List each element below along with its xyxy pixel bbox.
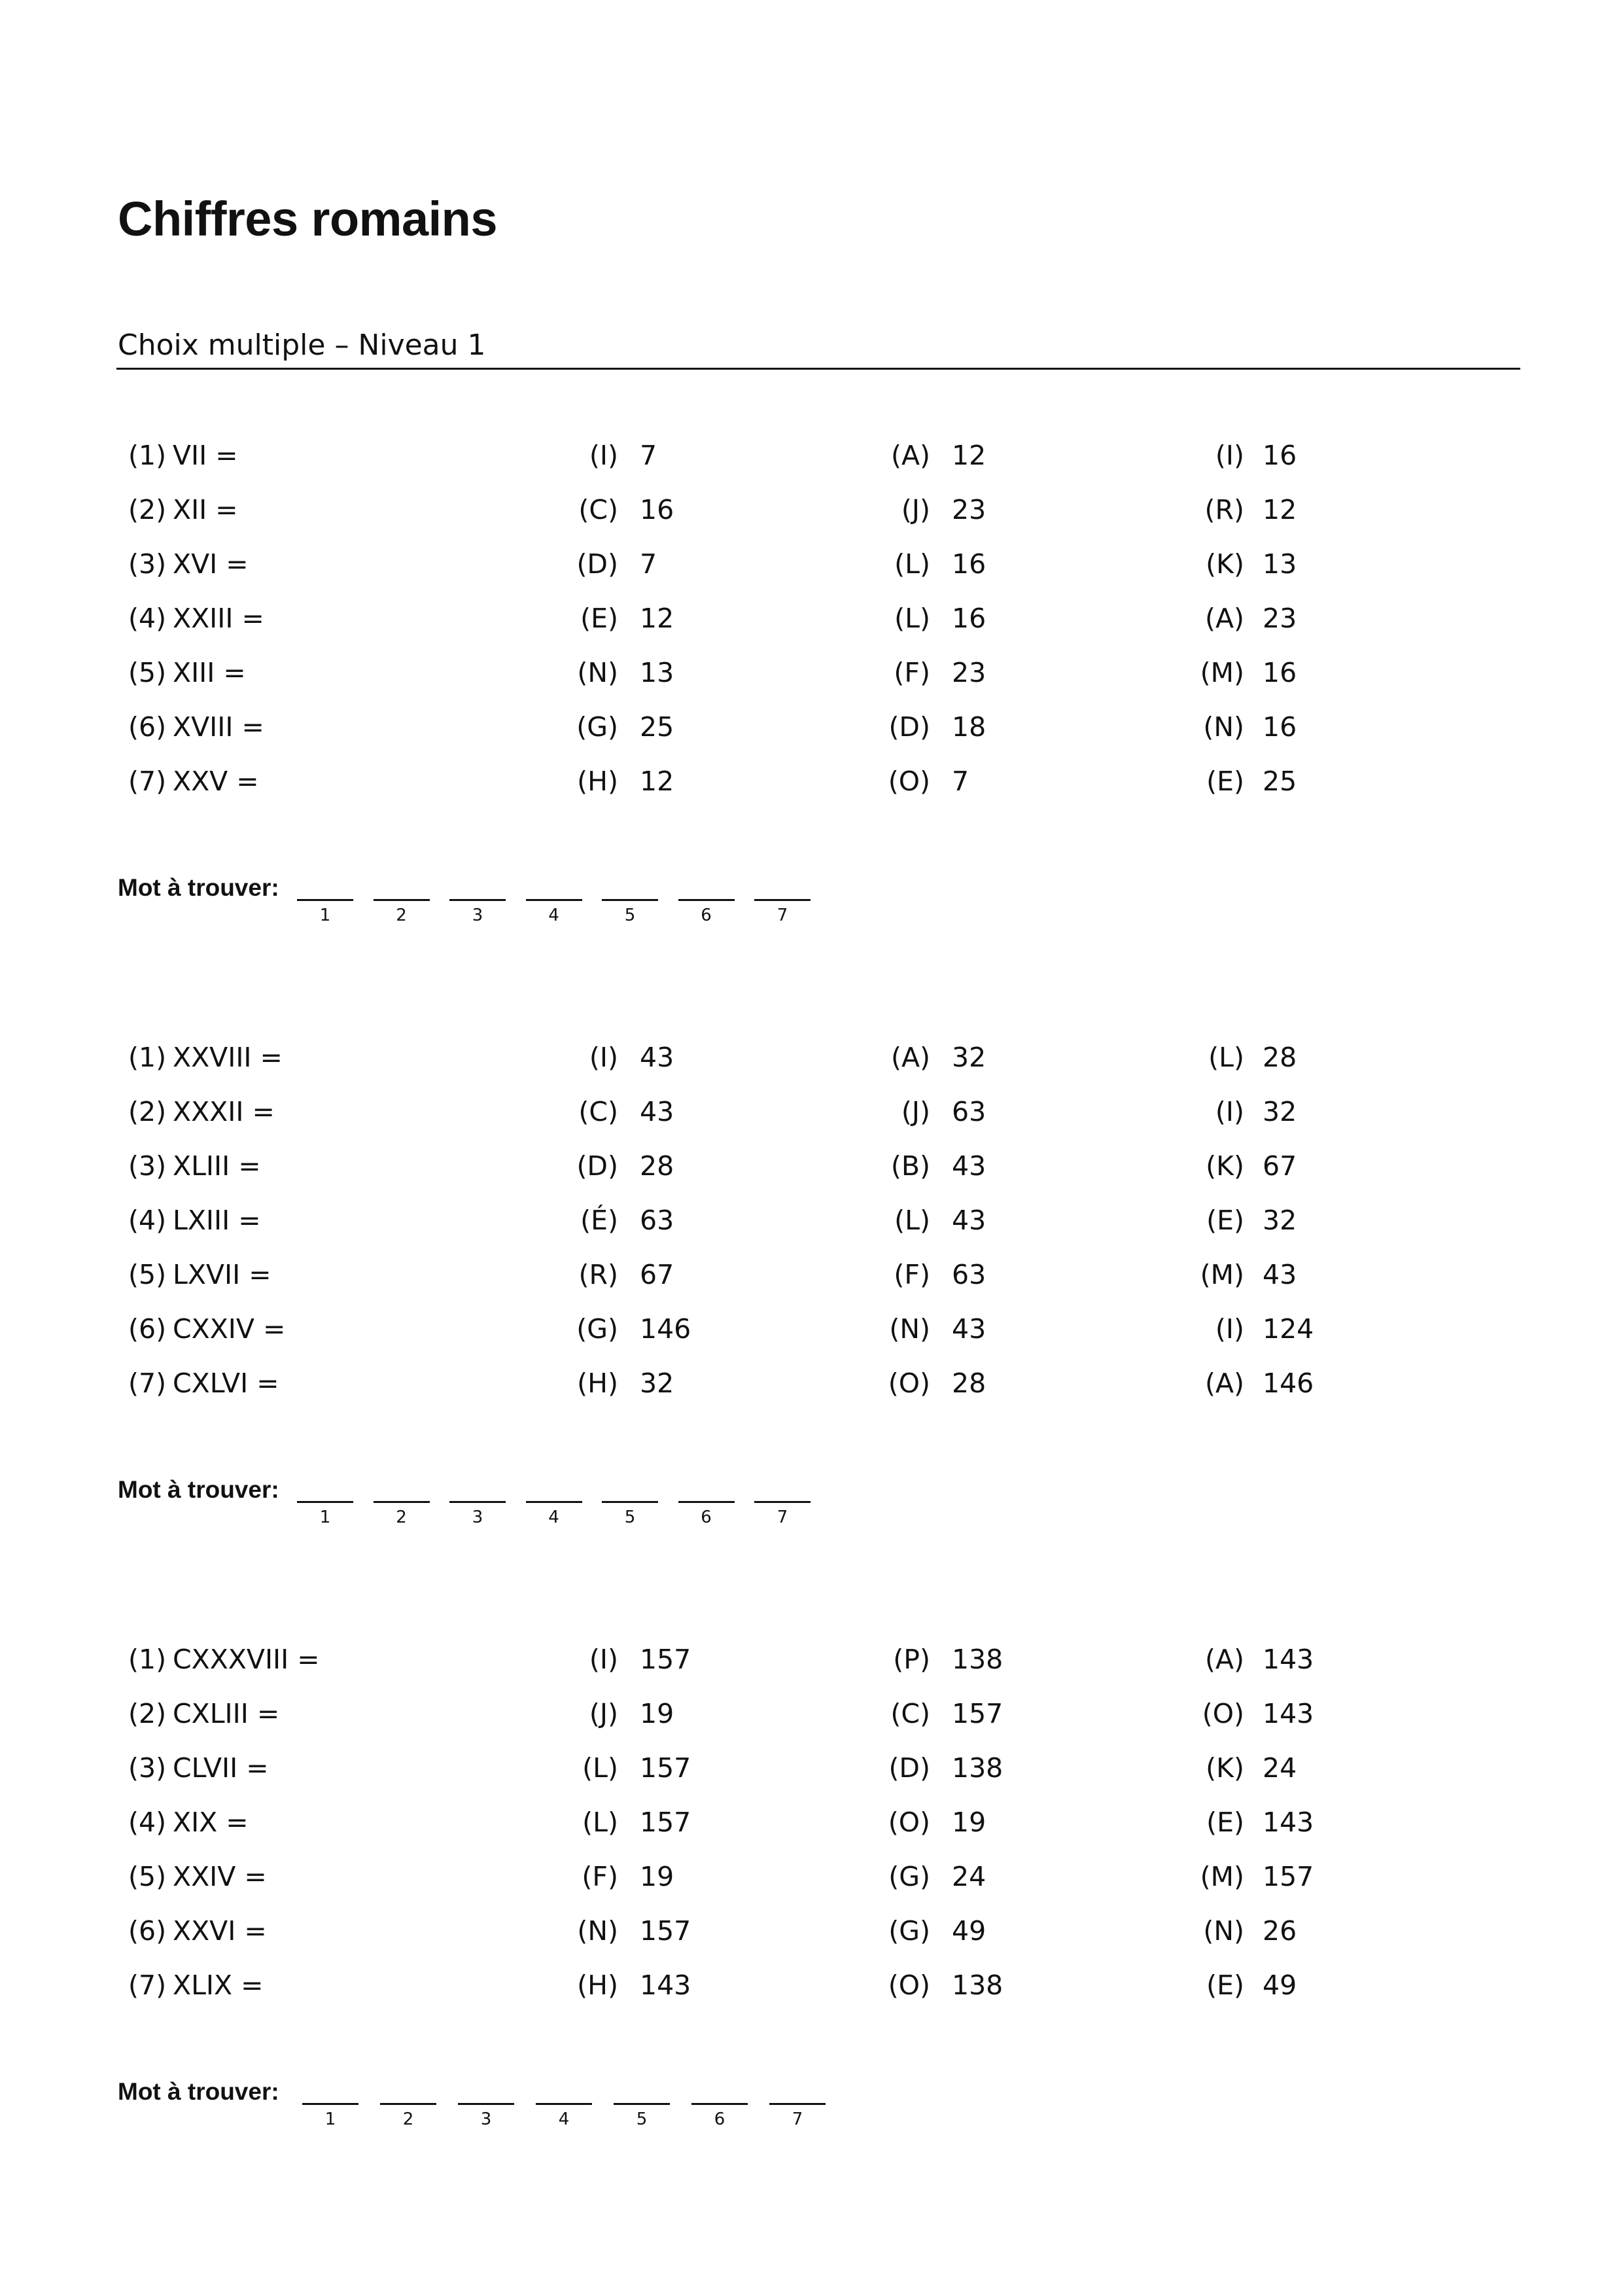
option-letter: (A) [1204,603,1244,634]
option-letter: (I) [1215,440,1244,471]
option-letter: (D) [888,1752,930,1784]
option-letter: (N) [1203,711,1244,743]
option-value: 18 [952,711,986,743]
option-letter: (G) [576,711,618,743]
option-value: 63 [640,1205,674,1236]
blank-number: 7 [777,1508,788,1527]
option-value: 12 [640,603,674,634]
word-to-find-label: Mot à trouver: [118,1476,279,1503]
blank-number: 4 [558,2110,570,2129]
blank-number: 3 [472,1508,483,1527]
option-letter: (L) [894,548,930,580]
blank-number: 7 [777,906,788,925]
option-value: 25 [640,711,674,743]
option-letter: (E) [1206,1969,1244,2001]
option-value: 43 [1263,1259,1297,1290]
question-number: (5) [128,657,167,688]
question-number: (6) [128,1313,167,1345]
option-letter: (J) [901,494,930,525]
question-row [0,700,1623,754]
question-row [0,537,1623,592]
option-value: 28 [640,1150,674,1182]
option-value: 157 [952,1698,1003,1729]
option-letter: (J) [901,1096,930,1127]
question-row [0,483,1623,537]
question-number: (4) [128,1205,167,1236]
roman-numeral-expression: LXVII = [173,1259,271,1290]
option-letter: (A) [890,1042,930,1073]
blank-number: 6 [714,2110,725,2129]
option-letter: (K) [1206,1752,1244,1784]
option-value: 28 [1263,1042,1297,1073]
option-value: 16 [1263,711,1297,743]
option-letter: (A) [1204,1368,1244,1399]
answer-blank[interactable] [449,1501,506,1503]
option-letter: (L) [894,1205,930,1236]
option-letter: (J) [589,1698,618,1729]
answer-blank[interactable] [449,899,506,901]
page-subtitle: Choix multiple – Niveau 1 [118,328,486,362]
option-value: 67 [640,1259,674,1290]
roman-numeral-expression: VII = [173,440,238,471]
question-row [0,592,1623,646]
option-letter: (F) [894,1259,930,1290]
option-letter: (I) [1215,1313,1244,1345]
option-letter: (D) [576,548,618,580]
option-letter: (G) [888,1861,930,1892]
question-number: (6) [128,711,167,743]
option-letter: (M) [1200,657,1244,688]
question-number: (5) [128,1861,167,1892]
option-value: 157 [640,1915,691,1947]
option-letter: (N) [577,657,618,688]
option-letter: (F) [894,657,930,688]
blank-number: 2 [402,2110,414,2129]
roman-numeral-expression: XVIII = [173,711,264,743]
option-letter: (L) [582,1752,618,1784]
blank-number: 4 [548,906,559,925]
option-value: 19 [640,1698,674,1729]
option-letter: (H) [577,1969,618,2001]
question-row [0,1795,1623,1850]
option-letter: (M) [1200,1861,1244,1892]
question-number: (5) [128,1259,167,1290]
option-letter: (F) [582,1861,618,1892]
option-value: 43 [640,1042,674,1073]
answer-blank[interactable] [678,899,735,901]
option-value: 63 [952,1096,986,1127]
option-value: 16 [1263,440,1297,471]
option-value: 146 [1263,1368,1314,1399]
option-letter: (R) [578,1259,618,1290]
option-letter: (O) [888,1969,930,2001]
answer-blank[interactable] [678,1501,735,1503]
question-row [0,429,1623,483]
roman-numeral-expression: CXXXVIII = [173,1644,320,1675]
blank-number: 6 [701,906,712,925]
option-value: 23 [952,494,986,525]
answer-blank[interactable] [602,899,658,901]
option-letter: (K) [1206,548,1244,580]
answer-blank[interactable] [536,2103,592,2105]
blank-number: 4 [548,1508,559,1527]
option-value: 157 [640,1644,691,1675]
option-value: 143 [1263,1644,1314,1675]
option-value: 43 [952,1313,986,1345]
question-row [0,1302,1623,1356]
option-value: 32 [1263,1205,1297,1236]
answer-blank[interactable] [374,1501,430,1503]
answer-blank[interactable] [380,2103,436,2105]
option-value: 63 [952,1259,986,1290]
roman-numeral-expression: XLIX = [173,1969,264,2001]
blank-number: 3 [480,2110,492,2129]
option-value: 13 [1263,548,1297,580]
option-letter: (N) [889,1313,930,1345]
question-row [0,1031,1623,1085]
option-value: 138 [952,1752,1003,1784]
option-letter: (R) [1204,494,1244,525]
roman-numeral-expression: CXLVI = [173,1368,279,1399]
answer-blank[interactable] [614,2103,670,2105]
question-number: (1) [128,1042,167,1073]
option-letter: (I) [589,1042,618,1073]
option-letter: (O) [888,766,930,797]
blank-number: 1 [319,1508,331,1527]
answer-blank[interactable] [297,899,353,901]
roman-numeral-expression: XII = [173,494,238,525]
option-value: 32 [952,1042,986,1073]
option-value: 12 [640,766,674,797]
option-value: 43 [640,1096,674,1127]
question-row [0,1085,1623,1139]
option-letter: (I) [1215,1096,1244,1127]
question-number: (3) [128,1150,167,1182]
option-value: 157 [640,1752,691,1784]
option-value: 43 [952,1150,986,1182]
option-value: 7 [640,548,657,580]
option-letter: (E) [1206,766,1244,797]
option-letter: (G) [576,1313,618,1345]
option-letter: (C) [890,1698,930,1729]
question-row [0,754,1623,809]
option-value: 32 [1263,1096,1297,1127]
question-number: (1) [128,1644,167,1675]
question-number: (2) [128,494,167,525]
word-to-find-label: Mot à trouver: [118,2078,279,2105]
option-letter: (N) [577,1915,618,1947]
roman-numeral-expression: XVI = [173,548,249,580]
answer-blank[interactable] [302,2103,358,2105]
blank-number: 2 [396,906,407,925]
option-value: 16 [952,548,986,580]
option-letter: (L) [1208,1042,1244,1073]
option-value: 28 [952,1368,986,1399]
option-value: 138 [952,1969,1003,2001]
answer-blank[interactable] [458,2103,514,2105]
option-letter: (O) [1202,1698,1244,1729]
option-value: 157 [640,1807,691,1838]
option-value: 25 [1263,766,1297,797]
option-value: 43 [952,1205,986,1236]
blank-number: 7 [792,2110,803,2129]
question-number: (7) [128,1969,167,2001]
question-row [0,1904,1623,1958]
option-letter: (E) [580,603,618,634]
blank-number: 2 [396,1508,407,1527]
option-value: 19 [640,1861,674,1892]
question-number: (2) [128,1698,167,1729]
option-letter: (D) [888,711,930,743]
roman-numeral-expression: XXIII = [173,603,264,634]
option-value: 157 [1263,1861,1314,1892]
option-value: 19 [952,1807,986,1838]
question-row [0,1248,1623,1302]
option-letter: (G) [888,1915,930,1947]
option-value: 16 [640,494,674,525]
option-value: 24 [952,1861,986,1892]
option-letter: (B) [890,1150,930,1182]
option-letter: (P) [893,1644,930,1675]
answer-blank[interactable] [691,2103,748,2105]
option-value: 143 [1263,1698,1314,1729]
question-number: (3) [128,548,167,580]
option-value: 49 [952,1915,986,1947]
answer-blank[interactable] [526,899,582,901]
question-row [0,1958,1623,2013]
roman-numeral-expression: XXIV = [173,1861,267,1892]
question-number: (4) [128,603,167,634]
option-value: 143 [1263,1807,1314,1838]
option-value: 146 [640,1313,691,1345]
option-value: 143 [640,1969,691,2001]
answer-blank[interactable] [602,1501,658,1503]
answer-blank[interactable] [374,899,430,901]
option-value: 124 [1263,1313,1314,1345]
option-letter: (H) [577,1368,618,1399]
roman-numeral-expression: CXXIV = [173,1313,286,1345]
question-row [0,1356,1623,1411]
roman-numeral-expression: CLVII = [173,1752,269,1784]
option-value: 7 [640,440,657,471]
option-value: 13 [640,657,674,688]
blank-number: 6 [701,1508,712,1527]
option-letter: (N) [1203,1915,1244,1947]
option-letter: (I) [589,440,618,471]
option-value: 67 [1263,1150,1297,1182]
roman-numeral-expression: XXVIII = [173,1042,283,1073]
roman-numeral-expression: CXLIII = [173,1698,280,1729]
option-letter: (É) [580,1205,618,1236]
blank-number: 1 [319,906,331,925]
option-letter: (O) [888,1807,930,1838]
blank-number: 5 [636,2110,648,2129]
answer-blank[interactable] [754,899,811,901]
question-number: (6) [128,1915,167,1947]
question-row [0,1139,1623,1193]
question-row [0,1687,1623,1741]
option-letter: (I) [589,1644,618,1675]
option-letter: (C) [578,494,618,525]
question-row [0,1741,1623,1795]
option-letter: (E) [1206,1205,1244,1236]
option-value: 24 [1263,1752,1297,1784]
blank-number: 3 [472,906,483,925]
word-to-find-label: Mot à trouver: [118,874,279,901]
question-row [0,1633,1623,1687]
option-letter: (K) [1206,1150,1244,1182]
option-value: 138 [952,1644,1003,1675]
roman-numeral-expression: XXV = [173,766,259,797]
option-value: 7 [952,766,969,797]
option-value: 49 [1263,1969,1297,2001]
question-number: (7) [128,1368,167,1399]
question-number: (7) [128,766,167,797]
option-letter: (L) [582,1807,618,1838]
answer-blank[interactable] [297,1501,353,1503]
roman-numeral-expression: XIII = [173,657,246,688]
option-value: 32 [640,1368,674,1399]
option-value: 23 [1263,603,1297,634]
page-title: Chiffres romains [118,192,498,246]
option-value: 16 [1263,657,1297,688]
option-letter: (L) [894,603,930,634]
answer-blank[interactable] [526,1501,582,1503]
option-letter: (O) [888,1368,930,1399]
blank-number: 5 [624,906,636,925]
roman-numeral-expression: LXIII = [173,1205,261,1236]
option-letter: (C) [578,1096,618,1127]
roman-numeral-expression: XLIII = [173,1150,261,1182]
option-value: 12 [952,440,986,471]
option-letter: (E) [1206,1807,1244,1838]
question-number: (4) [128,1807,167,1838]
option-value: 23 [952,657,986,688]
question-number: (2) [128,1096,167,1127]
answer-blank[interactable] [769,2103,826,2105]
roman-numeral-expression: XIX = [173,1807,249,1838]
blank-number: 1 [324,2110,336,2129]
question-row [0,646,1623,700]
option-letter: (D) [576,1150,618,1182]
roman-numeral-expression: XXVI = [173,1915,267,1947]
option-value: 12 [1263,494,1297,525]
question-number: (1) [128,440,167,471]
option-value: 26 [1263,1915,1297,1947]
option-letter: (M) [1200,1259,1244,1290]
roman-numeral-expression: XXXII = [173,1096,275,1127]
question-row [0,1193,1623,1248]
option-letter: (A) [1204,1644,1244,1675]
answer-blank[interactable] [754,1501,811,1503]
option-letter: (H) [577,766,618,797]
option-letter: (A) [890,440,930,471]
option-value: 16 [952,603,986,634]
subtitle-divider [116,368,1520,370]
question-row [0,1850,1623,1904]
blank-number: 5 [624,1508,636,1527]
question-number: (3) [128,1752,167,1784]
